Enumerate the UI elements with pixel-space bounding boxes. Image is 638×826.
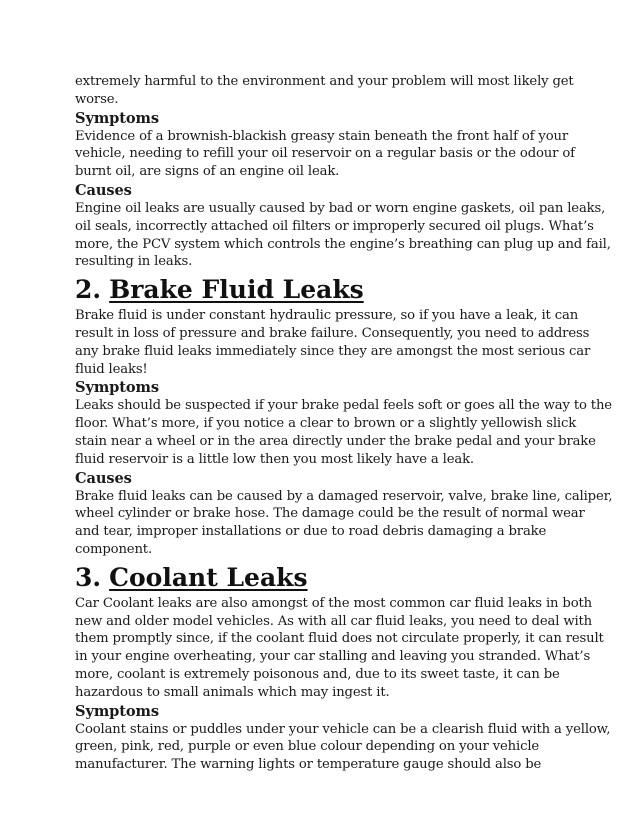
text-line: stain near a wheel or in the area directly under the brake pedal and your brake xyxy=(75,433,596,449)
section-number: 3. xyxy=(75,562,102,592)
text-line: and tear, improper installations or due to road debris damaging a brake xyxy=(75,524,547,540)
text-line: Car Coolant leaks are also amongst of the most common car fluid leaks in both xyxy=(75,595,592,611)
text-line: fluid reservoir is a little low then you most likely have a leak. xyxy=(75,451,474,467)
text-line: Evidence of a brownish-blackish greasy stain beneath the front half of your xyxy=(75,128,568,144)
paragraph-brake-symptoms xyxy=(75,397,612,468)
text-line: manufacturer. The warning lights or temperature gauge should also be xyxy=(75,757,542,773)
text-line: Engine oil leaks are usually caused by bad or worn engine gaskets, oil pan leaks, xyxy=(75,200,606,216)
text-line: worse. xyxy=(75,91,119,107)
subheading-coolant-symptoms: Symptoms xyxy=(75,702,159,720)
subheading-oil-causes: Causes xyxy=(75,181,132,199)
paragraph-coolant-symptoms xyxy=(75,721,611,774)
paragraph-oil-harm xyxy=(75,73,574,109)
text-line: hazardous to small animals which may ingest it. xyxy=(75,684,390,700)
text-line: component. xyxy=(75,541,152,557)
subheading-brake-symptoms: Symptoms xyxy=(75,379,159,397)
text-line: Brake fluid is under constant hydraulic pressure, so if you have a leak, it can xyxy=(75,308,579,324)
text-line: wheel cylinder or brake hose. The damage could be the result of normal wear xyxy=(75,506,585,522)
subheading-oil-symptoms: Symptoms xyxy=(75,109,159,127)
text-line: them promptly since, if the coolant fluid does not circulate properly, it can result xyxy=(75,631,604,647)
text-line: more, coolant is extremely poisonous and, due to its sweet taste, it can be xyxy=(75,666,560,682)
paragraph-coolant-intro xyxy=(75,595,604,702)
section-title-text: Brake Fluid Leaks xyxy=(109,275,364,305)
text-line: vehicle, needing to refill your oil reservoir on a regular basis or the odour of xyxy=(75,146,575,162)
text-line: burnt oil, are signs of an engine oil leak. xyxy=(75,164,340,180)
paragraph-brake-causes xyxy=(75,488,613,559)
text-line: in your engine overheating, your car stalling and leaving you stranded. What’s xyxy=(75,649,591,665)
text-line: any brake fluid leaks immediately since they are amongst the most serious car xyxy=(75,343,591,359)
text-line: new and older model vehicles. As with all car fluid leaks, you need to deal with xyxy=(75,613,593,629)
text-line: Coolant stains or puddles under your vehicle can be a clearish fluid with a yellow, xyxy=(75,721,611,737)
paragraph-oil-symptoms xyxy=(75,128,575,181)
section-title-text: Coolant Leaks xyxy=(109,562,308,592)
paragraph-brake-intro xyxy=(75,307,591,378)
section-title-coolant xyxy=(75,563,565,593)
text-line: oil seals, incorrectly attached oil filters or improperly secured oil plugs. What’s xyxy=(75,218,594,234)
text-line: green, pink, red, purple or even blue colour depending on your vehicle xyxy=(75,739,540,755)
paragraph-oil-causes xyxy=(75,200,611,271)
text-line: result in loss of pressure and brake failure. Consequently, you need to address xyxy=(75,325,590,341)
text-line: resulting in leaks. xyxy=(75,254,193,270)
section-title-brake-fluid xyxy=(75,275,565,305)
subheading-brake-causes: Causes xyxy=(75,469,132,487)
text-line: floor. What’s more, if you notice a clear to brown or a slightly yellowish slick xyxy=(75,416,577,432)
document-page xyxy=(75,73,613,774)
text-line: fluid leaks! xyxy=(75,361,148,377)
text-line: Leaks should be suspected if your brake pedal feels soft or goes all the way to the xyxy=(75,398,612,414)
text-line: more, the PCV system which controls the engine’s breathing can plug up and fail, xyxy=(75,236,611,252)
section-number: 2. xyxy=(75,275,102,305)
text-line: extremely harmful to the environment and your problem will most likely get xyxy=(75,74,574,89)
text-line: Brake fluid leaks can be caused by a damaged reservoir, valve, brake line, caliper, xyxy=(75,488,613,504)
